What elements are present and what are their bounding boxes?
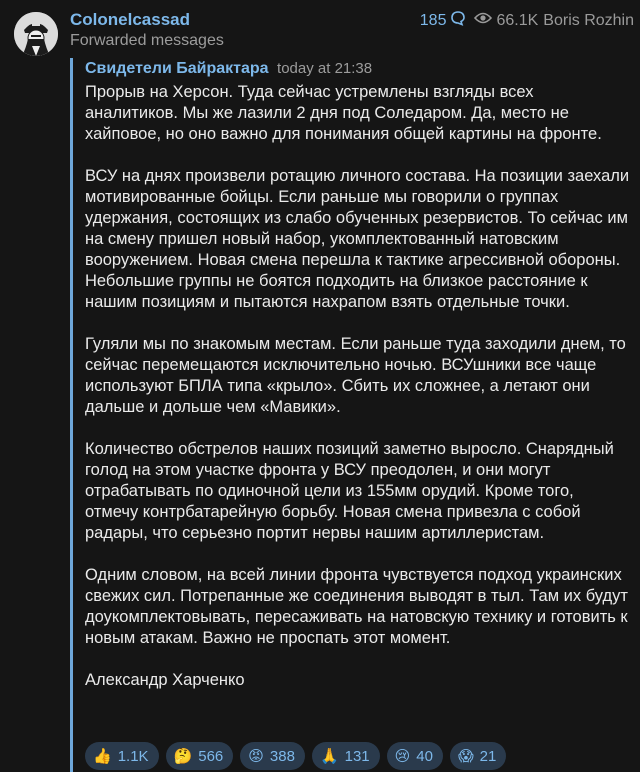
screaming-face-icon: 😱 bbox=[457, 747, 474, 765]
forwarded-label: Forwarded messages bbox=[70, 32, 224, 49]
thumbs-up-icon: 👍 bbox=[93, 747, 112, 765]
reaction-count: 131 bbox=[344, 747, 370, 765]
message-paragraph: ВСУ на днях произвели ротацию личного состава. На позиции заехали мотивированные бойцы. Если раньше мы говорили о группах удержания, состоящих из слабо обученных резервистов. То сейчас им на смену пришел новый набор, укомплектованный натовским вооружением. Новая смена перешла к тактике агрессивной обороны. Небольшие группы не боятся подходить на близкое расстояние к нашим позициям и пытаются нахрапом взять отдельные точки. bbox=[85, 167, 630, 311]
message-paragraph: Прорыв на Херсон. Туда сейчас устремлены взгляды всех аналитиков. Мы же лазили 2 дня под Соледаром. Да, место не хайповое, но оно важно для понимания общей картины на фронте. bbox=[85, 83, 602, 143]
comment-bubble-icon[interactable] bbox=[450, 10, 466, 31]
reactions-bar bbox=[85, 742, 506, 770]
reaction-scream[interactable] bbox=[450, 742, 506, 770]
reaction-count: 566 bbox=[198, 747, 224, 765]
reaction-angry[interactable] bbox=[240, 742, 305, 770]
message-paragraph: Количество обстрелов наших позиций заметно выросло. Снарядный голод на этом участке фронта у ВСУ преодолен, и они могут отрабатывать по одиночной цели из 155мм орудий. Кроме того, отмечу контрбатарейную борьбу. Новая смена привезла с собой радары, что серьезно портит нервы нашим артиллеристам. bbox=[85, 440, 614, 542]
message-signature: Александр Харченко bbox=[85, 671, 245, 689]
reaction-crying[interactable] bbox=[387, 742, 443, 770]
angry-face-icon: 😡 bbox=[248, 747, 264, 765]
message-paragraph: Одним словом, на всей линии фронта чувствуется подход украинских свежих сил. Потрепанные же соединения выводят в тыл. Там их будут доукомплектовывать, пересаживать на натовскую технику и готовить к новым атакам. Важно не проспать этот момент. bbox=[85, 566, 628, 647]
message-body bbox=[85, 82, 630, 691]
forwarded-message bbox=[70, 58, 630, 772]
channel-name[interactable]: Colonelcassad bbox=[70, 10, 190, 29]
reaction-thinking[interactable] bbox=[166, 742, 234, 770]
post-meta bbox=[420, 10, 634, 31]
reaction-count: 21 bbox=[479, 747, 497, 765]
comments-count[interactable]: 185 bbox=[419, 11, 447, 29]
reaction-count: 388 bbox=[269, 747, 295, 765]
views-count: 66.1K bbox=[496, 11, 539, 29]
eye-icon bbox=[474, 11, 492, 30]
thinking-face-icon: 🤔 bbox=[173, 747, 193, 765]
post-author: Boris Rozhin bbox=[543, 11, 634, 29]
crying-face-icon: 😢 bbox=[394, 747, 411, 765]
forward-time: today at 21:38 bbox=[277, 60, 373, 77]
reaction-count: 40 bbox=[416, 747, 433, 765]
avatar-image bbox=[14, 12, 58, 56]
reaction-pray[interactable] bbox=[312, 742, 380, 770]
forward-header bbox=[85, 60, 630, 78]
forward-author[interactable]: Свидетели Байрактара bbox=[85, 60, 269, 77]
channel-avatar[interactable] bbox=[14, 12, 58, 56]
reaction-count: 1.1K bbox=[117, 747, 149, 765]
message-paragraph: Гуляли мы по знакомым местам. Если раньше туда заходили днем, то сейчас перемещаются исключительно ночью. ВСУшники все чаще используют БПЛА типа «крыло». Сбить их сложнее, а летают они дальше и дольше чем «Мавики». bbox=[85, 335, 626, 416]
praying-hands-icon: 🙏 bbox=[319, 747, 339, 765]
reaction-thumbs-up[interactable] bbox=[85, 742, 159, 770]
